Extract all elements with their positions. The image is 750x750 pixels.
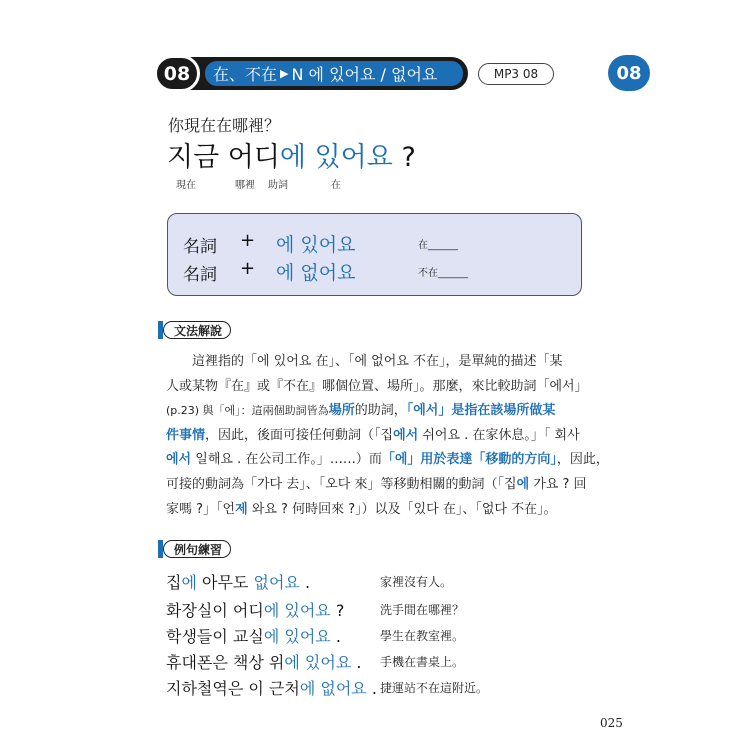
question-chinese: 你現在在哪裡？ bbox=[168, 116, 281, 135]
example-chinese: 洗手間在哪裡？ bbox=[380, 603, 465, 617]
example-korean: 학생들이 교실에 있어요 . bbox=[166, 627, 341, 646]
pattern-chinese: 在______ bbox=[418, 240, 458, 251]
grammar-pattern-box bbox=[167, 213, 582, 296]
pattern-korean: 에 있어요 bbox=[276, 234, 356, 256]
grammar-explanation bbox=[166, 350, 609, 522]
lesson-number-badge: 08 bbox=[154, 55, 200, 92]
page-number: 025 bbox=[600, 716, 623, 730]
example-chinese: 家裡沒有人。 bbox=[380, 575, 453, 589]
para-line: (p.23) 與「에」：這兩個助詞皆為場所的助詞，「에서」是指在該場所做某 bbox=[166, 403, 556, 419]
para-line: 에서 일해요 . 在公司工作。」……）而「에」用於表達「移動的方向」，因此， bbox=[166, 452, 609, 468]
pattern-korean: 에 없어요 bbox=[276, 262, 356, 284]
pattern-plus: + bbox=[240, 230, 256, 251]
lesson-title bbox=[205, 61, 463, 86]
title-part1: 在、不在 bbox=[213, 65, 278, 84]
gloss-exist: 在 bbox=[331, 180, 341, 191]
example-chinese: 手機在書桌上。 bbox=[380, 655, 465, 669]
question-korean bbox=[167, 135, 416, 174]
example-korean: 지하철역은 이 근처에 없어요 . bbox=[166, 679, 377, 698]
gloss-particle: 助詞 bbox=[268, 180, 288, 191]
question-ko-part1: 지금 어디 bbox=[167, 142, 280, 173]
question-ko-mark: ? bbox=[401, 142, 416, 173]
title-part2: N 에 있어요 / 없어요 bbox=[291, 65, 438, 84]
section-grammar-heading: 文法解說 bbox=[163, 321, 231, 339]
example-chinese: 捷運站不在這附近。 bbox=[380, 681, 489, 695]
para-line: 可接的動詞為「가다 去」、「오다 來」等移動相關的動詞（「집에 가요 ? 回 bbox=[166, 476, 587, 492]
play-arrow-icon: ▶ bbox=[280, 67, 289, 80]
question-ko-particle: 에 있어요 bbox=[279, 142, 393, 173]
para-line: 件事情，因此，後面可接任何動詞（「집에서 쉬어요 . 在家休息。」「 회사 bbox=[166, 427, 580, 443]
pattern-plus: + bbox=[240, 258, 256, 279]
para-line: 人或某物『在』或『不在』哪個位置、場所」。那麼，來比較助詞「에서」 bbox=[166, 378, 588, 394]
example-korean: 집에 아무도 없어요 . bbox=[166, 573, 311, 592]
gloss-now: 現在 bbox=[176, 180, 196, 191]
example-chinese: 學生在教室裡。 bbox=[380, 629, 465, 643]
chapter-tab: 08 bbox=[608, 55, 650, 91]
example-korean: 휴대폰은 책상 위에 있어요 . bbox=[166, 653, 362, 672]
gloss-where: 哪裡 bbox=[235, 180, 255, 191]
para-line: 家嗎 ?」「언제 와요 ? 何時回來 ?」）以及「있다 在」、「없다 不在」。 bbox=[166, 501, 557, 517]
para-line: 這裡指的「에 있어요 在」、「에 없어요 不在」，是單純的描述「某 bbox=[192, 354, 563, 369]
pattern-chinese: 不在______ bbox=[418, 268, 468, 279]
mp3-track-label: MP3 08 bbox=[478, 63, 554, 85]
pattern-noun: 名詞 bbox=[183, 265, 217, 285]
example-korean: 화장실이 어디에 있어요 ? bbox=[166, 601, 345, 620]
pattern-noun: 名詞 bbox=[183, 237, 217, 257]
section-examples-heading: 例句練習 bbox=[163, 540, 231, 558]
